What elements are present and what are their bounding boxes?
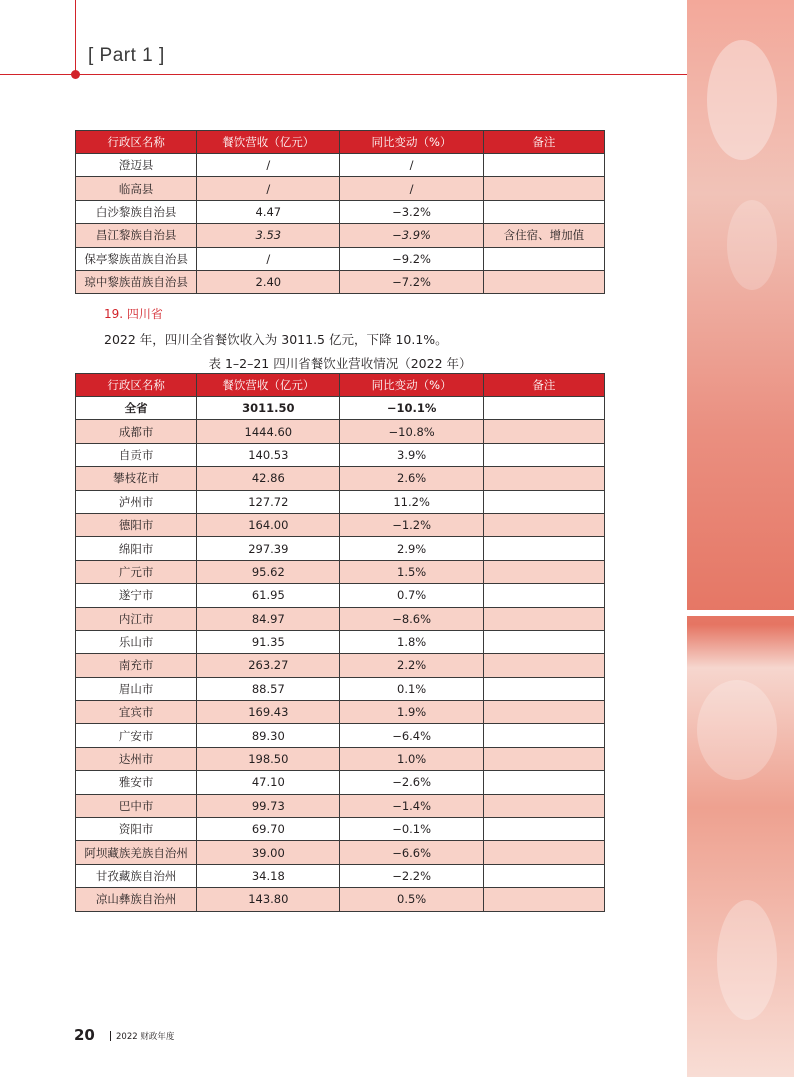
column-header: 餐饮营收（亿元） (197, 374, 340, 397)
cell-region: 南充市 (76, 654, 197, 677)
table-row (76, 443, 605, 466)
photo-highlight (717, 900, 777, 1020)
table-header-row (76, 131, 605, 154)
cell-change: −2.2% (340, 864, 483, 887)
cell-note (483, 490, 604, 513)
cell-region: 遂宁市 (76, 584, 197, 607)
cell-revenue: 198.50 (197, 747, 340, 770)
cell-note (483, 154, 604, 177)
cell-revenue: 47.10 (197, 771, 340, 794)
cell-region: 攀枝花市 (76, 467, 197, 490)
cell-region: 德阳市 (76, 513, 197, 536)
cell-region: 琼中黎族苗族自治县 (76, 270, 197, 293)
cell-region: 全省 (76, 397, 197, 420)
header-vertical-rule (75, 0, 76, 75)
table-row (76, 420, 605, 443)
cell-note (483, 560, 604, 583)
cell-revenue: 3011.50 (197, 397, 340, 420)
table-row (76, 841, 605, 864)
cell-revenue: 143.80 (197, 888, 340, 911)
publication-title: 2022 财政年度 (116, 1032, 175, 1042)
table-row (76, 560, 605, 583)
cell-change: 2.2% (340, 654, 483, 677)
table-row (76, 724, 605, 747)
cell-change: −3.9% (340, 224, 483, 247)
cell-change: 2.6% (340, 467, 483, 490)
column-header: 同比变动（%） (340, 374, 483, 397)
cell-change: −7.2% (340, 270, 483, 293)
cell-region: 绵阳市 (76, 537, 197, 560)
cell-revenue: 89.30 (197, 724, 340, 747)
cell-note (483, 724, 604, 747)
table-row (76, 247, 605, 270)
cell-note (483, 794, 604, 817)
cell-change: −2.6% (340, 771, 483, 794)
cell-change: −10.8% (340, 420, 483, 443)
cell-note (483, 888, 604, 911)
decorative-photo-strip (687, 0, 794, 1077)
table-row (76, 888, 605, 911)
cell-note (483, 841, 604, 864)
page-number: 20 (74, 1026, 95, 1044)
cell-note (483, 677, 604, 700)
cell-region: 阿坝藏族羌族自治州 (76, 841, 197, 864)
cell-revenue: 39.00 (197, 841, 340, 864)
table-row (76, 467, 605, 490)
table-row (76, 607, 605, 630)
photo-highlight (707, 40, 777, 160)
table-row (76, 397, 605, 420)
cell-revenue: 91.35 (197, 630, 340, 653)
table-row (76, 154, 605, 177)
cell-revenue: 169.43 (197, 701, 340, 724)
cell-note (483, 200, 604, 223)
cell-revenue: 127.72 (197, 490, 340, 513)
cell-region: 资阳市 (76, 818, 197, 841)
part-label: [ Part 1 ] (88, 45, 165, 66)
cell-change: 1.5% (340, 560, 483, 583)
cell-revenue: 95.62 (197, 560, 340, 583)
cell-revenue: 297.39 (197, 537, 340, 560)
table-row (76, 771, 605, 794)
table-row (76, 224, 605, 247)
table-row (76, 513, 605, 536)
cell-note (483, 467, 604, 490)
cell-note: 含住宿、增加值 (483, 224, 604, 247)
cell-region: 临高县 (76, 177, 197, 200)
cell-revenue: 61.95 (197, 584, 340, 607)
cell-revenue: / (197, 177, 340, 200)
cell-note (483, 584, 604, 607)
cell-revenue: 84.97 (197, 607, 340, 630)
table-row (76, 177, 605, 200)
cell-region: 昌江黎族自治县 (76, 224, 197, 247)
table-row (76, 200, 605, 223)
cell-region: 眉山市 (76, 677, 197, 700)
cell-change: −9.2% (340, 247, 483, 270)
hainan-restaurant-revenue-table (75, 130, 605, 294)
cell-change: −8.6% (340, 607, 483, 630)
cell-revenue: / (197, 247, 340, 270)
header-horizontal-rule (0, 74, 688, 75)
table-row (76, 270, 605, 293)
cell-region: 白沙黎族自治县 (76, 200, 197, 223)
column-header: 备注 (483, 374, 604, 397)
cell-change: 11.2% (340, 490, 483, 513)
table-row (76, 654, 605, 677)
column-header: 同比变动（%） (340, 131, 483, 154)
cell-revenue: 69.70 (197, 818, 340, 841)
cell-region: 保亭黎族苗族自治县 (76, 247, 197, 270)
cell-region: 广安市 (76, 724, 197, 747)
photo-highlight (727, 200, 777, 290)
photo-separator (687, 610, 794, 616)
cell-region: 泸州市 (76, 490, 197, 513)
cell-change: −3.2% (340, 200, 483, 223)
cell-change: −1.4% (340, 794, 483, 817)
cell-change: 0.1% (340, 677, 483, 700)
cell-revenue: 34.18 (197, 864, 340, 887)
cell-note (483, 247, 604, 270)
column-header: 备注 (483, 131, 604, 154)
column-header: 餐饮营收（亿元） (197, 131, 340, 154)
cell-change: 1.8% (340, 630, 483, 653)
cell-region: 甘孜藏族自治州 (76, 864, 197, 887)
table-caption: 表 1–2–21 四川省餐饮业营收情况（2022 年） (208, 356, 472, 371)
table-row (76, 701, 605, 724)
cell-note (483, 443, 604, 466)
cell-change: −6.6% (340, 841, 483, 864)
cell-revenue: 2.40 (197, 270, 340, 293)
cell-note (483, 270, 604, 293)
table-row (76, 677, 605, 700)
table-row (76, 584, 605, 607)
cell-change: −6.4% (340, 724, 483, 747)
cell-change: 1.0% (340, 747, 483, 770)
cell-revenue: 263.27 (197, 654, 340, 677)
section-paragraph: 2022 年，四川全省餐饮收入为 3011.5 亿元，下降 10.1%。 (104, 332, 448, 347)
cell-note (483, 771, 604, 794)
cell-region: 宜宾市 (76, 701, 197, 724)
cell-change: −10.1% (340, 397, 483, 420)
photo-highlight (697, 680, 777, 780)
cell-note (483, 654, 604, 677)
cell-note (483, 701, 604, 724)
cell-revenue: 140.53 (197, 443, 340, 466)
cell-note (483, 420, 604, 443)
section-heading: 19. 四川省 (104, 307, 163, 321)
cell-change: / (340, 177, 483, 200)
cell-change: 2.9% (340, 537, 483, 560)
cell-region: 内江市 (76, 607, 197, 630)
cell-note (483, 747, 604, 770)
cell-revenue: / (197, 154, 340, 177)
column-header: 行政区名称 (76, 374, 197, 397)
cell-change: −0.1% (340, 818, 483, 841)
cell-revenue: 1444.60 (197, 420, 340, 443)
cell-region: 达州市 (76, 747, 197, 770)
cell-region: 澄迈县 (76, 154, 197, 177)
cell-note (483, 397, 604, 420)
cell-revenue: 42.86 (197, 467, 340, 490)
cell-change: −1.2% (340, 513, 483, 536)
cell-region: 凉山彝族自治州 (76, 888, 197, 911)
footer-divider (110, 1031, 111, 1041)
cell-change: 0.5% (340, 888, 483, 911)
cell-revenue: 4.47 (197, 200, 340, 223)
cell-revenue: 3.53 (197, 224, 340, 247)
cell-change: 1.9% (340, 701, 483, 724)
cell-note (483, 607, 604, 630)
cell-change: 3.9% (340, 443, 483, 466)
table-row (76, 630, 605, 653)
header-rule-dot (71, 70, 80, 79)
cell-note (483, 177, 604, 200)
table-row (76, 490, 605, 513)
cell-revenue: 88.57 (197, 677, 340, 700)
cell-note (483, 630, 604, 653)
table-row (76, 864, 605, 887)
column-header: 行政区名称 (76, 131, 197, 154)
table-row (76, 818, 605, 841)
cell-note (483, 513, 604, 536)
cell-change: / (340, 154, 483, 177)
sichuan-restaurant-revenue-table (75, 373, 605, 912)
table-row (76, 794, 605, 817)
table-row (76, 747, 605, 770)
cell-region: 自贡市 (76, 443, 197, 466)
cell-note (483, 537, 604, 560)
table-header-row (76, 374, 605, 397)
cell-region: 雅安市 (76, 771, 197, 794)
cell-note (483, 818, 604, 841)
cell-region: 广元市 (76, 560, 197, 583)
cell-change: 0.7% (340, 584, 483, 607)
cell-revenue: 164.00 (197, 513, 340, 536)
cell-note (483, 864, 604, 887)
cell-region: 乐山市 (76, 630, 197, 653)
cell-region: 巴中市 (76, 794, 197, 817)
cell-region: 成都市 (76, 420, 197, 443)
cell-revenue: 99.73 (197, 794, 340, 817)
table-row (76, 537, 605, 560)
